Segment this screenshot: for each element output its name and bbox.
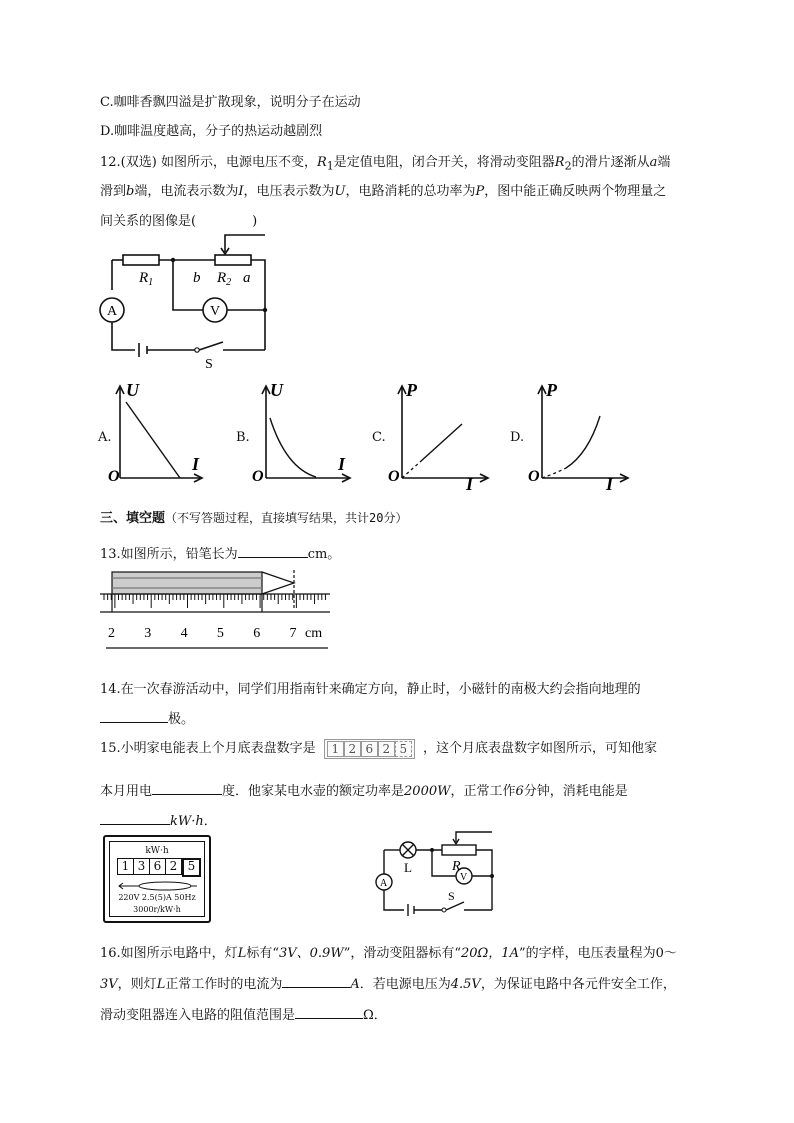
- switch-label: S: [448, 889, 455, 903]
- q15-line-1: 15.小明家电能表上个月底表盘数字是 1 2 6 2 5 ，这个月底表盘数字如图所示，可知他家: [100, 737, 657, 759]
- meter-unit: kW·h: [145, 846, 169, 856]
- circuit-b-label: b: [193, 270, 201, 286]
- q15-line-2: 本月用电 度．他家某电水壶的额定功率是2000W，正常工作6分钟，消耗电能是: [100, 780, 628, 799]
- q13-text: 13.如图所示，铅笔长为 cm。: [100, 543, 340, 562]
- svg-text:U: U: [126, 380, 139, 400]
- switch-label: S: [205, 357, 213, 370]
- svg-text:O: O: [252, 468, 264, 485]
- ruler-label: 3: [144, 626, 152, 641]
- ruler-ticks: [104, 594, 325, 608]
- digit-box: 3: [134, 858, 150, 875]
- circuit-r2-label: $R_2$: [217, 270, 232, 288]
- circuit-r1-label: $R_1$: [139, 270, 154, 288]
- q15-line-3: kW·h．: [100, 810, 217, 829]
- q11-option-c: C.咖啡香飘四溢是扩散现象，说明分子在运动: [100, 95, 361, 110]
- q16-line-2: 3V，则灯L正常工作时的电流为 A．若电源电压为4.5V，为保证电路中各元件安全工作，: [100, 973, 676, 992]
- q11-option-d: D.咖啡温度越高，分子的热运动越剧烈: [100, 124, 323, 139]
- energy-meter: kW·h 1 3 6 2 5 220V 2.5(5)A 50Hz 3000r/kW·h: [103, 835, 211, 923]
- digit-box: 1: [327, 741, 344, 757]
- ammeter-icon: A: [380, 878, 388, 889]
- svg-text:P: P: [546, 380, 557, 400]
- q16-line-3: 滑动变阻器连入电路的阻值范围是 Ω．: [100, 1004, 387, 1023]
- q12-circuit-diagram: [95, 230, 275, 370]
- meter-digits: [117, 858, 201, 877]
- svg-text:I: I: [192, 454, 200, 474]
- voltmeter-icon: V: [210, 304, 221, 319]
- q16-circuit-diagram: [368, 828, 504, 920]
- ruler-label: 4: [180, 626, 188, 641]
- rheostat-label: R: [452, 859, 461, 874]
- circuit-a-label: a: [243, 270, 251, 286]
- q12-graph-a: A. U O I: [96, 378, 206, 490]
- ruler-label: 6: [253, 626, 261, 641]
- digit-box: 6: [361, 741, 378, 757]
- digit-box: 5: [395, 741, 412, 757]
- q12-line-2: 滑到b端，电流表示数为I，电压表示数为U，电路消耗的总功率为P，图中能正确反映两个物理量之: [100, 184, 667, 199]
- svg-text:O: O: [528, 468, 540, 485]
- ruler-unit: cm: [305, 626, 323, 641]
- q12-graph-b: B. U O I: [236, 378, 356, 490]
- svg-text:O: O: [108, 468, 120, 485]
- svg-text:O: O: [388, 468, 400, 485]
- q14-answer-blank[interactable]: [100, 708, 168, 723]
- digit-box: 5: [182, 858, 201, 877]
- svg-text:I: I: [338, 454, 346, 474]
- q15-answer-blank-2[interactable]: [100, 810, 170, 825]
- ammeter-icon: A: [107, 304, 118, 319]
- svg-text:I: I: [466, 474, 474, 490]
- q12-line-3: 间关系的图像是( ): [100, 214, 258, 229]
- q16-answer-blank-2[interactable]: [295, 1004, 363, 1019]
- svg-text:I: I: [606, 474, 614, 490]
- q15-answer-blank-1[interactable]: [152, 780, 222, 795]
- q16-line-1: 16.如图所示电路中，灯L标有“3V、0.9W”，滑动变阻器标有“20Ω，1A”的字样，电压表量程为0～: [100, 946, 677, 961]
- q12-graph-c: C. P O I: [372, 378, 494, 490]
- digit-box: 2: [344, 741, 361, 757]
- svg-text:P: P: [406, 380, 417, 400]
- digit-box: 1: [117, 858, 134, 875]
- q16-answer-blank-1[interactable]: [282, 973, 350, 988]
- q12-line-1: 12.(双选) 如图所示，电源电压不变，$R_1$是定值电阻，闭合开关，将滑动变阻器$R_2$的滑片逐渐从a端: [100, 155, 671, 173]
- meter-disc-icon: [117, 879, 199, 893]
- prev-meter-digits: [324, 739, 415, 759]
- svg-text:U: U: [270, 380, 283, 400]
- q14-line-1: 14.在一次春游活动中，同学们用指南针来确定方向，静止时，小磁针的南极大约会指向地理的: [100, 682, 641, 697]
- digit-box: 2: [166, 858, 182, 875]
- ruler-label: 7: [289, 626, 297, 641]
- digit-box: 2: [378, 741, 395, 757]
- lamp-label: L: [404, 860, 412, 875]
- q13-pencil-ruler: [100, 568, 336, 654]
- q13-answer-blank[interactable]: [238, 543, 308, 558]
- ruler-label: 5: [216, 626, 224, 641]
- voltmeter-icon: V: [460, 872, 468, 883]
- q14-line-2: 极。: [100, 708, 194, 727]
- q12-graph-d: D. P O I: [510, 378, 634, 490]
- digit-box: 6: [150, 858, 166, 875]
- ruler-label: 2: [108, 626, 115, 641]
- section-3-heading: 三、填空题（不写答题过程，直接填写结果，共计20分）: [100, 511, 408, 526]
